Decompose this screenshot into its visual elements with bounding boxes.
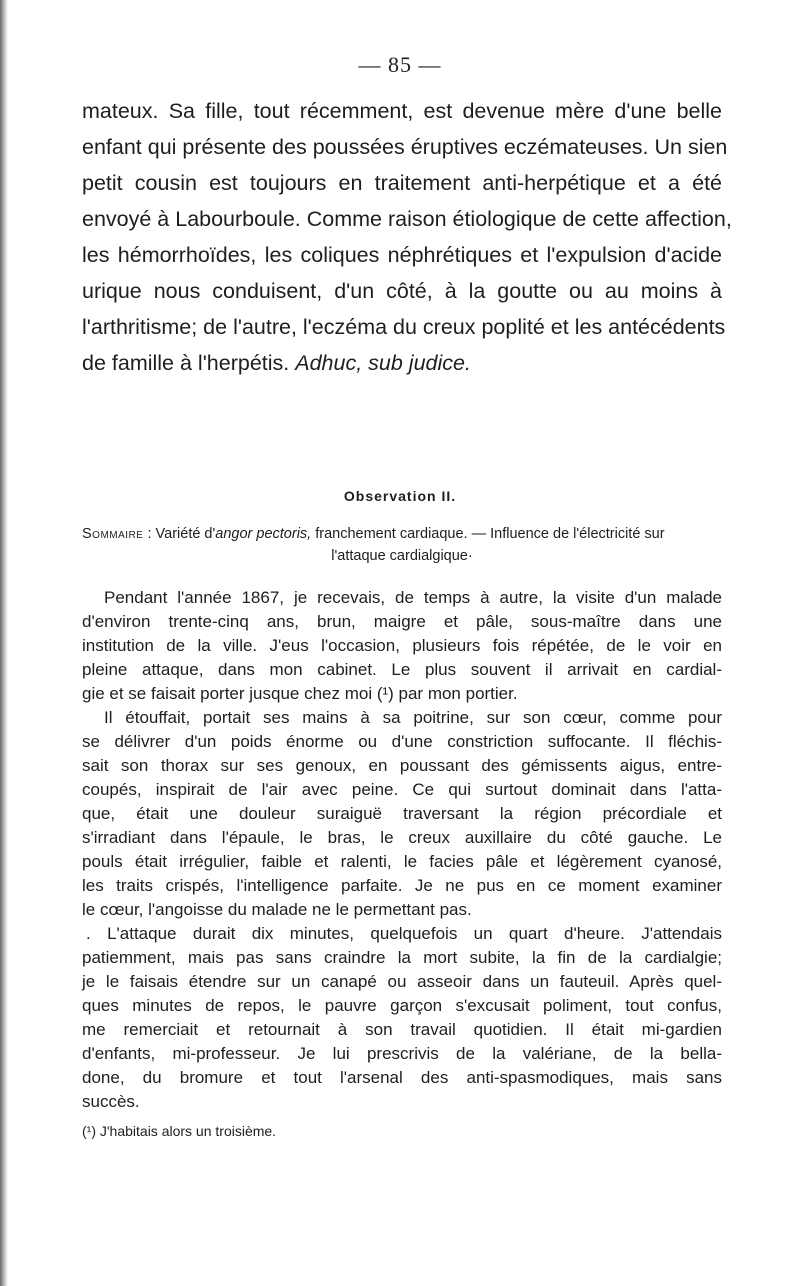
latin-phrase: Adhuc, sub judice. (295, 351, 471, 375)
sommaire-line-1 (82, 526, 722, 542)
body-line: . L'attaque durait dix minutes, quelquefois un quart d'heure. J'attendais (86, 924, 722, 943)
footnote: (¹) J'habitais alors un troisième. (82, 1123, 277, 1139)
sommaire-italic: angor pectoris, (215, 526, 312, 542)
body-line: les traits crispés, l'intelligence parfaite. Je ne pus en ce moment examiner (82, 876, 722, 895)
intro-line: envoyé à Labourboule. Comme raison étiologique de cette affection, (82, 207, 732, 231)
body-line: ques minutes de repos, le pauvre garçon s'excusait poliment, tout confus, (82, 996, 722, 1015)
body-line: s'irradiant dans l'épaule, le bras, le creux auxillaire du côté gauche. Le (82, 828, 722, 847)
body-line: je le faisais étendre sur un canapé ou asseoir dans un fauteuil. Après quel- (82, 972, 722, 991)
body-line: coupés, inspirait de l'air avec peine. Ce qui surtout dominait dans l'atta- (82, 780, 722, 799)
observation-heading: Observation II. (343, 488, 457, 504)
page-binding-shadow (0, 0, 8, 1286)
body-line: succès. (82, 1092, 140, 1111)
sommaire-rest: franchement cardiaque. — Influence de l'électricité sur (311, 526, 665, 542)
intro-line: mateux. Sa fille, tout récemment, est devenue mère d'une belle (82, 99, 722, 123)
intro-line: les hémorrhoïdes, les coliques néphrétiques et l'expulsion d'acide (82, 243, 722, 267)
intro-line: l'arthritisme; de l'autre, l'eczéma du creux poplité et les antécédents (82, 315, 726, 339)
sommaire-line-2: l'attaque cardialgique· (331, 548, 473, 564)
body-line: d'environ trente-cinq ans, brun, maigre et pâle, sous-maître dans une (82, 612, 722, 631)
sommaire-sep: : Variété d' (143, 526, 216, 542)
body-line: patiemment, mais pas sans craindre la mort subite, la fin de la cardialgie; (82, 948, 722, 967)
body-line: le cœur, l'angoisse du malade ne le permettant pas. (82, 900, 472, 919)
body-line: que, était une douleur suraiguë traversant la région précordiale et (82, 804, 722, 823)
body-line: se délivrer d'un poids énorme ou d'une constriction suffocante. Il fléchis- (82, 732, 722, 751)
body-line: Pendant l'année 1867, je recevais, de temps à autre, la visite d'un malade (104, 588, 722, 607)
body-line: Il étouffait, portait ses mains à sa poitrine, sur son cœur, comme pour (104, 708, 722, 727)
body-line: done, du bromure et tout l'arsenal des anti-spasmodiques, mais sans (82, 1068, 722, 1087)
intro-last-text: de famille à l'herpétis. (82, 351, 296, 375)
sommaire-label: Sommaire (82, 526, 144, 542)
intro-line: urique nous conduisent, d'un côté, à la goutte ou au moins à (82, 279, 722, 303)
body-line: d'enfants, mi-professeur. Je lui prescrivis de la valériane, de la bella- (82, 1044, 722, 1063)
page-number: — 85 — (358, 52, 442, 77)
body-line: gie et se faisait porter jusque chez moi (¹) par mon portier. (82, 684, 518, 703)
body-line: institution de la ville. J'eus l'occasion, plusieurs fois répétée, de le voir en (82, 636, 722, 655)
intro-line-last (82, 351, 722, 376)
body-line: me remerciait et retournait à son travail quotidien. Il était mi-gardien (82, 1020, 722, 1039)
body-line: pouls était irrégulier, faible et ralenti, le facies pâle et légèrement cyanosé, (82, 852, 722, 871)
body-line: pleine attaque, dans mon cabinet. Le plus souvent il arrivait en cardial- (82, 660, 722, 679)
intro-line: enfant qui présente des poussées éruptives eczémateuses. Un sien (82, 135, 728, 159)
intro-line: petit cousin est toujours en traitement anti-herpétique et a été (82, 171, 722, 195)
body-line: sait son thorax sur ses genoux, en poussant des gémissents aigus, entre- (82, 756, 722, 775)
